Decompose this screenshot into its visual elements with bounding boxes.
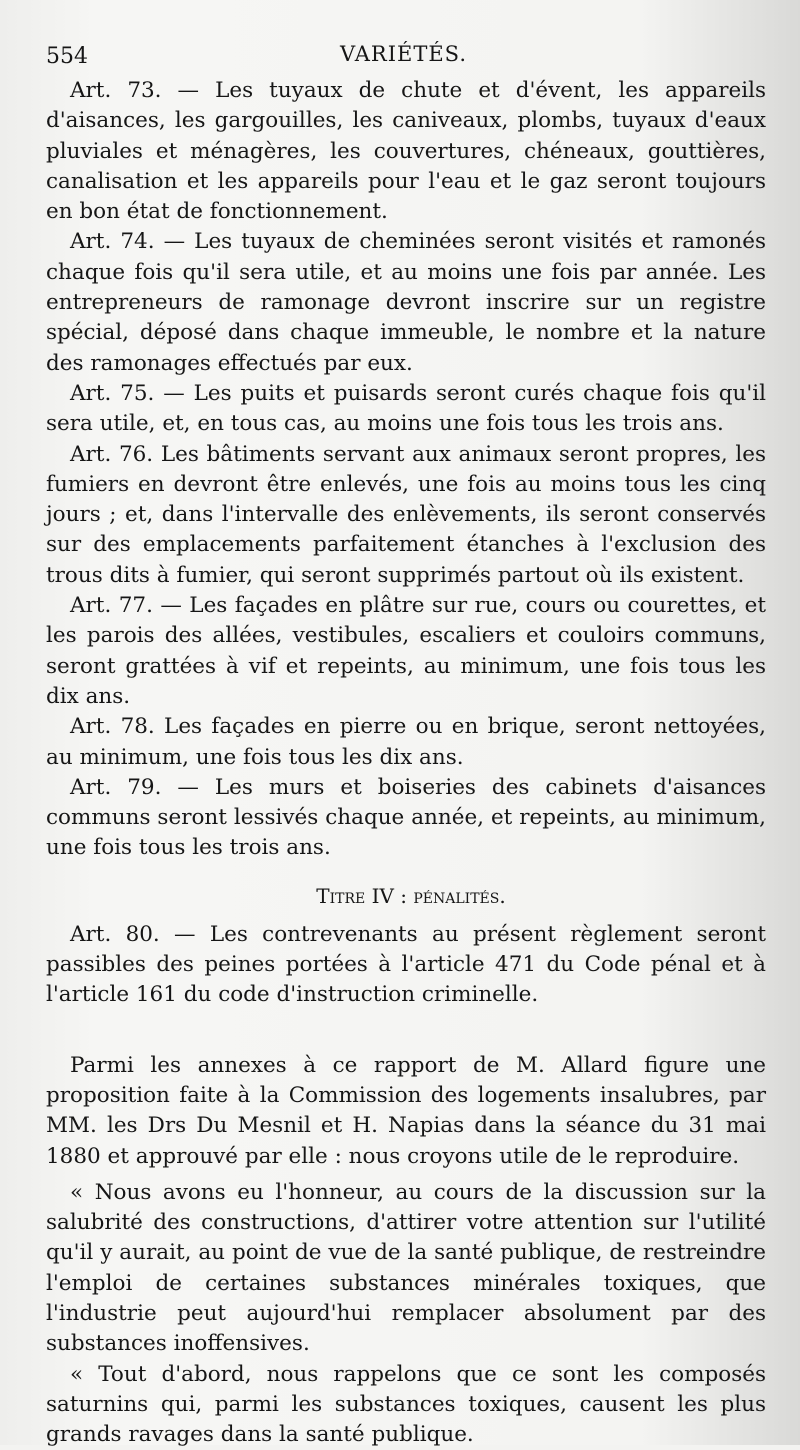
- quote-paragraph-1: « Nous avons eu l'honneur, au cours de la discussion sur la salubrité des constructions, d'attirer votre attention sur l'utilité qu'il y aurait, au point de vue de la santé publique, de restreindre l'emploi de certaines substances minérales toxiques, que l'industrie peut aujourd'hui remplacer absolument par des substances inoffensives.: [46, 1179, 766, 1357]
- article-78: Art. 78. Les façades en pierre ou en brique, seront nettoyées, au minimum, une fois tous les dix ans.: [46, 714, 766, 770]
- page-header: [46, 34, 766, 76]
- page-body: [46, 76, 766, 1450]
- article-73: Art. 73. — Les tuyaux de chute et d'évent, les appareils d'aisances, les gargouilles, les caniveaux, plombs, tuyaux d'eaux pluviales et ménagères, les couvertures, chéneaux, gouttières, canalisation et les appareils pour l'eau et le gaz seront toujours en bon état de fonctionnement.: [46, 78, 766, 225]
- running-title: VARIÉTÉS.: [340, 42, 467, 66]
- paragraph-gap: [46, 1011, 766, 1051]
- article-74: Art. 74. — Les tuyaux de cheminées seront visités et ramonés chaque fois qu'il sera utile, et au moins une fois par année. Les entrepreneurs de ramonage devront inscrire sur un registre spécial, déposé dans chaque immeuble, le nombre et la nature des ramonages effectués par eux.: [46, 229, 766, 376]
- article-76: Art. 76. Les bâtiments servant aux animaux seront propres, les fumiers en devront être enlevés, une fois au moins tous les cinq jours ; et, dans l'intervalle des enlèvements, ils seront conservés sur des emplacements parfaitement étanches à l'exclusion des trous dits à fumier, qui seront supprimés partout où ils existent.: [46, 441, 766, 588]
- page-number: 554: [46, 44, 88, 69]
- commentary-paragraph: Parmi les annexes à ce rapport de M. Allard figure une proposition faite à la Commission des logements insalubres, par MM. les Drs Du Mesnil et H. Napias dans la séance du 31 mai 1880 et approuvé par elle : nous croyons utile de le reproduire.: [46, 1052, 766, 1169]
- article-77: Art. 77. — Les façades en plâtre sur rue, cours ou courettes, et les parois des allées, vestibules, escaliers et couloirs communs, seront grattées à vif et repeints, au minimum, une fois tous les dix ans.: [46, 593, 766, 709]
- article-80: Art. 80. — Les contrevenants au présent règlement seront passibles des peines portées à l'article 471 du Code pénal et à l'article 161 du code d'instruction criminelle.: [46, 921, 766, 1008]
- section-title: Titre IV : pénalités.: [316, 883, 506, 908]
- quote-paragraph-2: « Tout d'abord, nous rappelons que ce sont les composés saturnins qui, parmi les substances toxiques, causent les plus grands ravages dans la santé publique.: [46, 1361, 766, 1448]
- article-79: Art. 79. — Les murs et boiseries des cabinets d'aisances communs seront lessivés chaque année, et repeints, au minimum, une fois tous les trois ans.: [46, 774, 766, 861]
- article-75: Art. 75. — Les puits et puisards seront curés chaque fois qu'il sera utile, et, en tous cas, au moins une fois tous les trois ans.: [46, 380, 766, 437]
